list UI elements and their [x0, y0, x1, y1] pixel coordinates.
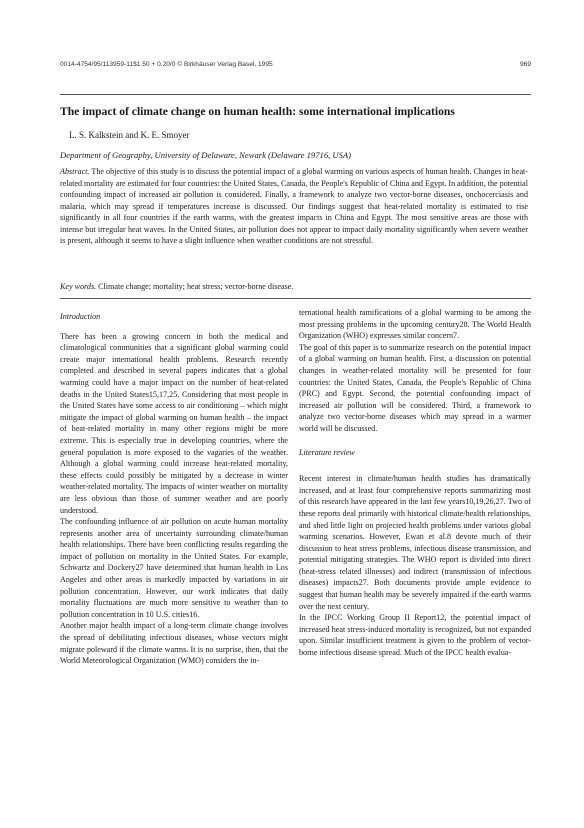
header-rule	[60, 94, 531, 95]
section-heading-literature-review: Literature review	[299, 447, 355, 457]
abstract-rule	[60, 298, 531, 299]
running-header	[60, 60, 531, 69]
page-number: 969	[519, 61, 531, 68]
body-paragraph: The confounding influence of air pollution on acute human mortality represents another area of uncertainty surrounding climate/human health relationships. There have been conflicting results regarding the impact of pollution on mortality in the United States. For example, Schwartz and Dockery27 have determined that human health in Los Angeles and other areas is markedly impacted by variations in air pollution concentration. However, our work indicates that daily mortality fluctuations are much more sensitive to weather than to pollution concentration in 10 U.S. cities16.	[60, 517, 288, 619]
abstract	[60, 166, 528, 247]
journal-citation: 0014-4754/95/113959-11$1.50 + 0.20/0 © Birkhäuser Verlag Basel, 1995	[60, 61, 273, 68]
keywords-label: Key words.	[60, 282, 97, 291]
authors: L. S. Kalkstein and K. E. Smoyer	[69, 130, 190, 140]
body-paragraph: There has been a growing concern in both the medical and climatological communities that a significant global warming could create major international health problems. Research recently completed and described in several papers indicates that a global warming could have a major impact on the number of heat-related deaths in the United States15,17,25. Considering that most people in the United States have some access to air conditioning – which might mitigate the impact of global warming on human health – the impact of heat-related mortality in many other regions might be more extreme. This is especially true in developing countries, where the general population is more exposed to the vagaries of the weather. Although a global warming could increase heat-related mortality, these effects could possibly be mitigated by a decrease in winter weather-related mortality. The impacts of winter weather on mortality are less obvious than those of summer weather and are poorly understood.	[60, 331, 288, 515]
affiliation: Department of Geography, University of Delaware, Newark (Delaware 19716, USA)	[60, 150, 352, 160]
body-paragraph: ternational health ramifications of a global warming to be among the most pressing problems in the upcoming century28. The World Health Organization (WHO) expresses similar concern7.	[299, 308, 531, 341]
body-paragraph: The goal of this paper is to summarize research on the potential impact of a global warming on human health. First, a discussion on potential changes in weather-related mortality will be presented for four countries: the United States, Canada, the People's Republic of China (PRC) and Egypt. Second, the potential confounding impact of increased air pollution will be considered. Third, a framework to analyze two vector-borne diseases which may spread in a warmer world will be discussed.	[299, 342, 531, 433]
body-paragraph: In the IPCC Working Group II Report12, the potential impact of increased heat stress-induced mortality is recognized, but not expanded upon. Similar insufficient treatment is given to the problem of vector-borne infectious disease spread. Much of the IPCC health evalua-	[299, 613, 531, 658]
article-title: The impact of climate change on human health: some international implications	[60, 105, 455, 118]
abstract-text: The objective of this study is to discuss the potential impact of a global warming on various aspects of human health. Changes in heat-related mortality are estimated for four countries: the United States, Canada, the People's Republic of China and Egypt. In addition, the potential confounding impact of increased air pollution is considered. Finally, a framework to analyze two vector-borne diseases, onchocerciasis and malaria, which may spread if temperatures increase is discussed. Our findings suggest that heat-related mortality is estimated to rise significantly in all four countries if the earth warms, with the greatest impacts in China and Egypt. The most sensitive areas are those with intense but irregular heat waves. In the United States, air pollution does not appear to impact daily mortality significantly when severe weather is present, although it seems to have a slight influence when weather conditions are not stressful.	[60, 167, 528, 246]
section-heading-introduction: Introduction	[60, 312, 101, 321]
right-column	[299, 307, 531, 659]
left-column	[60, 311, 288, 667]
body-paragraph: Another major health impact of a long-term climate change involves the spread of debilitating infectious diseases, whose vectors might migrate poleward if the climate warms. It is no surprise, then, that the World Meteorological Organization (WMO) considers the in-	[60, 621, 288, 666]
keywords-text: Climate change; mortality; heat stress; vector-borne disease.	[98, 282, 294, 291]
abstract-label: Abstract.	[60, 167, 90, 176]
keywords	[60, 281, 528, 292]
body-paragraph: Recent interest in climate/human health studies has dramatically increased, and at least four comprehensive reports summarizing most of this research have appeared in the last few years10,19,26,27. Two of these reports deal primarily with historical climate/health relationships, and shed little light on projected health problems under various global warming scenarios. However, Ewan et al.8 devote much of their discussion to heat stress problems, infectious disease transmission, and potential mitigating strategies. The WHO report is divided into direct (heat-stress related illnesses) and indirect (transmission of infectious diseases) impacts27. Both documents provide ample evidence to suggest that human health may be severely impaired if the earth warms over the next century.	[299, 474, 531, 611]
